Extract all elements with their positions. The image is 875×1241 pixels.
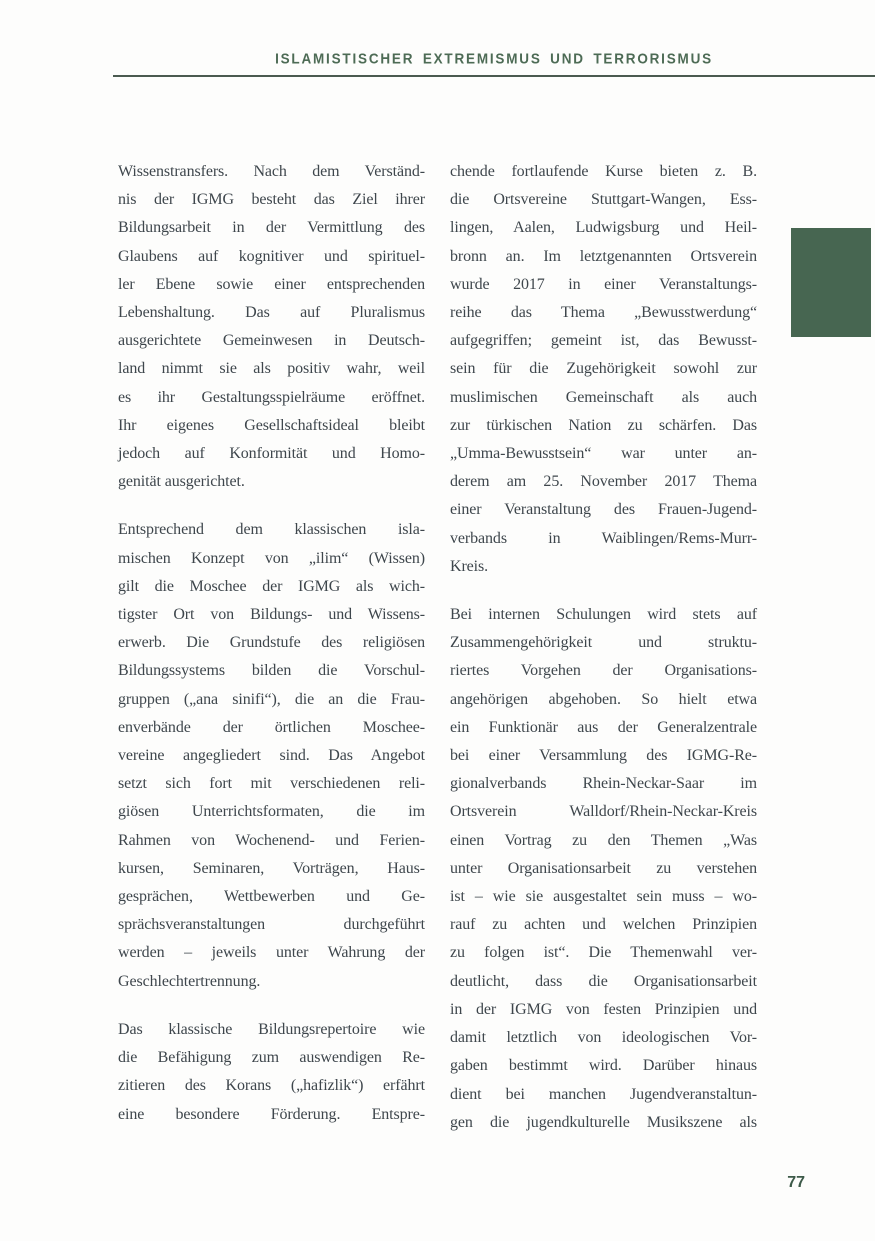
text-line: Glaubens auf kognitiver und spirituel- <box>118 247 425 265</box>
text-line: Geschlechtertrennung. <box>118 972 261 990</box>
text-line: rauf zu achten und welchen Prinzipien <box>450 916 757 934</box>
text-line: nis der IGMG besteht das Ziel ihrer <box>118 191 425 209</box>
text-line: zur türkischen Nation zu schärfen. Das <box>450 416 757 434</box>
text-line: die Befähigung zum auswendigen Re- <box>118 1049 425 1067</box>
text-line: in der IGMG von festen Prinzipien und <box>450 1000 757 1018</box>
paragraph <box>118 1016 425 1129</box>
running-header-title: ISLAMISTISCHER EXTREMISMUS UND TERRORISMUS <box>275 50 713 67</box>
text-line: zitieren des Korans („hafizlik“) erfährt <box>118 1077 425 1095</box>
text-line: bronn an. Im letztgenannten Ortsverein <box>450 247 757 265</box>
text-line: land nimmt sie als positiv wahr, weil <box>118 360 425 378</box>
paragraph <box>450 158 757 581</box>
text-line: angehörigen abgehoben. So hielt etwa <box>450 690 757 708</box>
text-line: derem am 25. November 2017 Thema <box>450 473 757 491</box>
text-line: Das klassische Bildungsrepertoire wie <box>118 1020 425 1038</box>
text-line: tigster Ort von Bildungs- und Wissens- <box>118 606 425 624</box>
text-line: einen Vortrag zu den Themen „Was <box>450 831 757 849</box>
text-line: gionalverbands Rhein-Neckar-Saar im <box>450 775 757 793</box>
text-line: Ortsverein Walldorf/Rhein-Neckar-Kreis <box>450 803 757 821</box>
running-header <box>113 51 875 69</box>
text-line: erwerb. Die Grundstufe des religiösen <box>118 634 425 652</box>
left-column <box>118 158 425 1157</box>
text-line: setzt sich fort mit verschiedenen reli- <box>118 775 425 793</box>
text-line: Bei internen Schulungen wird stets auf <box>450 606 757 624</box>
text-line: eine besondere Förderung. Entspre- <box>118 1105 425 1123</box>
header-rule <box>113 75 875 77</box>
paragraph <box>450 601 757 1137</box>
text-line: reihe das Thema „Bewusstwerdung“ <box>450 304 757 322</box>
text-line: ein Funktionär aus der Generalzentrale <box>450 718 757 736</box>
text-line: Wissenstransfers. Nach dem Verständ- <box>118 163 425 180</box>
text-line: riertes Vorgehen der Organisations- <box>450 662 757 680</box>
text-line: werden – jeweils unter Wahrung der <box>118 944 425 962</box>
right-column <box>450 158 757 1157</box>
text-line: gaben bestimmt wird. Darüber hinaus <box>450 1057 757 1075</box>
text-line: ausgerichtete Gemeinwesen in Deutsch- <box>118 332 425 350</box>
text-line: giösen Unterrichtsformaten, die im <box>118 803 425 821</box>
text-line: aufgegriffen; gemeint ist, das Bewusst- <box>450 332 757 350</box>
text-line: damit letztlich von ideologischen Vor- <box>450 1029 757 1047</box>
text-line: Bildungssystems bilden die Vorschul- <box>118 662 425 680</box>
text-line: jedoch auf Konformität und Homo- <box>118 445 425 463</box>
text-line: vereine angegliedert sind. Das Angebot <box>118 747 425 765</box>
text-line: Entsprechend dem klassischen isla- <box>118 521 425 539</box>
text-line: muslimischen Gemeinschaft als auch <box>450 388 757 406</box>
text-line: Kreis. <box>450 557 489 575</box>
text-line: bei einer Versammlung des IGMG-Re- <box>450 747 757 765</box>
text-line: gruppen („ana sinifi“), die an die Frau- <box>118 690 425 708</box>
text-line: genität ausgerichtet. <box>118 473 245 491</box>
text-line: die Ortsvereine Stuttgart-Wangen, Ess- <box>450 191 757 209</box>
text-line: kursen, Seminaren, Vorträgen, Haus- <box>118 859 425 877</box>
page-number: 77 <box>787 1174 805 1191</box>
text-line: Zusammengehörigkeit und struktu- <box>450 634 757 652</box>
text-line: unter Organisationsarbeit zu verstehen <box>450 859 757 877</box>
text-line: Ihr eigenes Gesellschaftsideal bleibt <box>118 416 425 434</box>
text-line: mischen Konzept von „ilim“ (Wissen) <box>118 549 425 567</box>
text-line: sprächsveranstaltungen durchgeführt <box>118 916 425 934</box>
text-line: chende fortlaufende Kurse bieten z. B. <box>450 163 757 180</box>
body-text <box>118 158 757 1157</box>
text-line: Lebenshaltung. Das auf Pluralismus <box>118 304 425 322</box>
text-line: dient bei manchen Jugendveranstaltun- <box>450 1085 757 1103</box>
text-line: gen die jugendkulturelle Musikszene als <box>450 1113 757 1131</box>
text-line: deutlicht, dass die Organisationsarbeit <box>450 972 757 990</box>
text-line: zu folgen ist“. Die Themenwahl ver- <box>450 944 757 962</box>
text-line: einer Veranstaltung des Frauen-Jugend- <box>450 501 757 519</box>
paragraph <box>118 158 425 496</box>
text-line: Bildungsarbeit in der Vermittlung des <box>118 219 425 237</box>
text-line: „Umma-Bewusstsein“ war unter an- <box>450 445 757 463</box>
text-line: verbands in Waiblingen/Rems-Murr- <box>450 529 757 547</box>
paragraph <box>118 516 425 995</box>
text-line: ler Ebene sowie einer entsprechenden <box>118 275 425 293</box>
text-line: wurde 2017 in einer Veranstaltungs- <box>450 275 757 293</box>
text-line: sein für die Zugehörigkeit sowohl zur <box>450 360 757 378</box>
text-line: Rahmen von Wochenend- und Ferien- <box>118 831 425 849</box>
text-line: gesprächen, Wettbewerben und Ge- <box>118 888 425 906</box>
text-line: gilt die Moschee der IGMG als wich- <box>118 577 425 595</box>
text-line: ist – wie sie ausgestaltet sein muss – wo- <box>450 888 757 906</box>
text-line: lingen, Aalen, Ludwigsburg und Heil- <box>450 219 757 237</box>
text-line: es ihr Gestaltungsspielräume eröffnet. <box>118 388 425 406</box>
text-line: enverbände der örtlichen Moschee- <box>118 718 425 736</box>
chapter-edge-tab <box>791 228 871 337</box>
